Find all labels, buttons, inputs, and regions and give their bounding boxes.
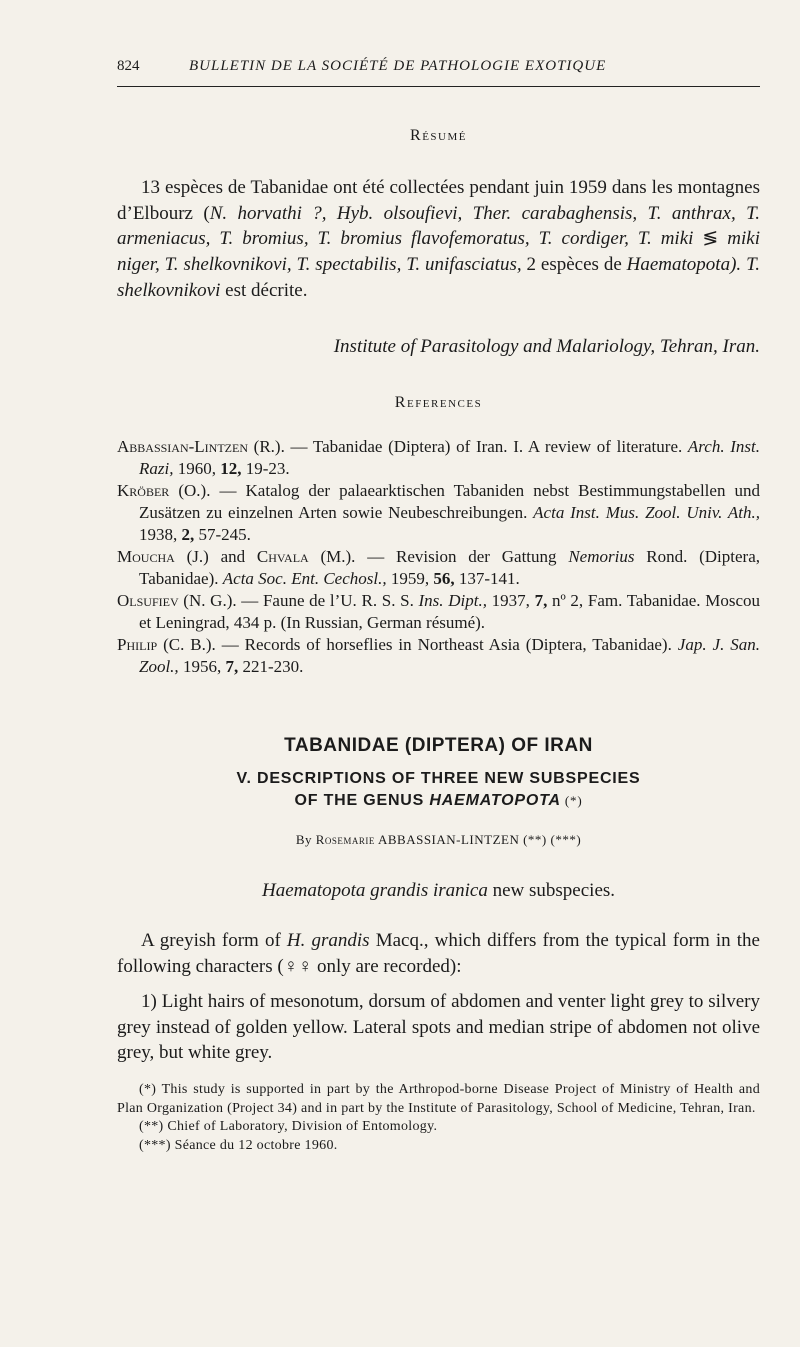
footnote: (***) Séance du 12 octobre 1960.	[139, 1137, 338, 1153]
footnote: (**) Chief of Laboratory, Division of Entomology.	[139, 1119, 438, 1134]
header-rule	[117, 86, 760, 87]
page-number: 824	[117, 58, 140, 74]
references-heading: References	[394, 394, 483, 411]
journal-title: BULLETIN DE LA SOCIÉTÉ DE PATHOLOGIE EXOTIQUE	[189, 58, 607, 74]
article-subtitle: V. DESCRIPTIONS OF THREE NEW SUBSPECIES OF THE GENUS HAEMATOPOTA (*)	[236, 770, 641, 809]
character-paragraph: 1) Light hairs of mesonotum, dorsum of abdomen and venter light grey to silvery grey instead of golden yellow. Lateral spots and median stripe of abdomen not olive grey, but white grey.	[117, 991, 760, 1064]
resume-heading: Résumé	[410, 127, 467, 144]
reference-item: Kröber (O.). — Katalog der palaearktischen Tabaniden nebst Bestimmungstabellen und Zusätzen zu einzelnen Arten sowie Neubeschreibungen. Acta Inst. Mus. Zool. Univ. Ath., 1938, 2, 57-245.	[117, 481, 760, 544]
article-title: TABANIDAE (DIPTERA) OF IRAN	[284, 735, 593, 756]
reference-item: Olsufiev (N. G.). — Faune de l’U. R. S. S. Ins. Dipt., 1937, 7, nº 2, Fam. Tabanidae. Moscou et Leningrad, 434 p. (In Russian, German résumé).	[117, 591, 761, 632]
institute-affiliation: Institute of Parasitology and Malariology, Tehran, Iran.	[333, 336, 760, 357]
reference-list	[117, 436, 760, 678]
footnotes	[117, 1081, 760, 1155]
description-paragraph: A greyish form of H. grandis Macq., which differs from the typical form in the following characters (♀♀ only are recorded):	[117, 930, 760, 977]
reference-item: Philip (C. B.). — Records of horseflies in Northeast Asia (Diptera, Tabanidae). Jap. J. San. Zool., 1956, 7, 221-230.	[117, 635, 761, 676]
article-author: By Rosemarie ABBASSIAN-LINTZEN (**) (***)	[295, 832, 582, 847]
resume-paragraph: 13 espèces de Tabanidae ont été collectées pendant juin 1959 dans les montagnes d’Elbourz (N. horvathi ?, Hyb. olsoufievi, Ther. carabaghensis, T. anthrax, T. armeniacus, T. bromius, T. bromius flavofemoratus, T. cordiger, T. miki ≶ miki niger, T. shelkovnikovi, T. spectabilis, T. unifasciatus, 2 espèces de Haematopota). T. shelkovnikovi est décrite.	[117, 177, 760, 301]
reference-item: Abbassian-Lintzen (R.). — Tabanidae (Diptera) of Iran. I. A review of literature. Arch. Inst. Razi, 1960, 12, 19-23.	[117, 437, 761, 478]
reference-item: Moucha (J.) and Chvala (M.). — Revision der Gattung Nemorius Rond. (Diptera, Tabanidae). Acta Soc. Ent. Cechosl., 1959, 56, 137-141.	[117, 547, 760, 588]
footnote: (*) This study is supported in part by the Arthropod-borne Disease Project of Ministry of Health and Plan Organization (Project 34) and in part by the Institute of Parasitology, School of Medicine, Tehran, Iran.	[117, 1082, 760, 1116]
subspecies-heading: Haematopota grandis iranica new subspecies.	[261, 880, 616, 901]
